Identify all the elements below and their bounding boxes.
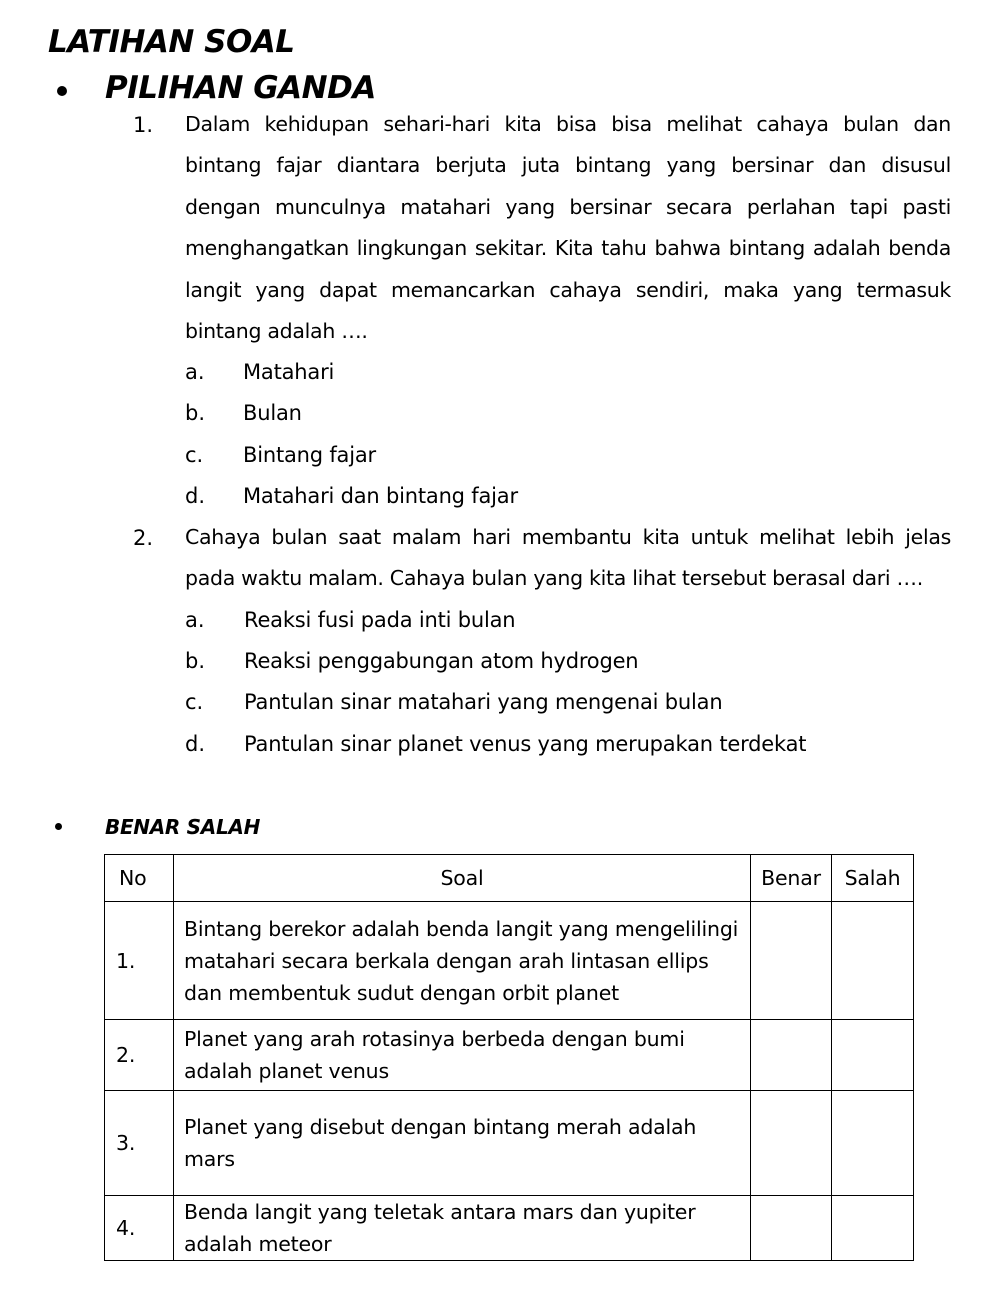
column-header-salah: Salah <box>832 855 914 902</box>
column-header-no: No <box>105 855 174 902</box>
question-text: Cahaya bulan saat malam hari membantu kita untuk melihat lebih jelas pada waktu malam. Cahaya bulan yang kita lihat tersebut berasal dari …. <box>185 525 951 591</box>
option-text: Matahari <box>243 360 335 384</box>
benar-answer-cell[interactable] <box>751 1196 832 1261</box>
option-text: Bintang fajar <box>243 443 376 467</box>
option-letter: b. <box>185 649 206 673</box>
row-number: 2. <box>105 1020 174 1091</box>
option-letter: b. <box>185 401 206 425</box>
question-text: Dalam kehidupan sehari-hari kita bisa bisa melihat cahaya bulan dan bintang fajar diantara berjuta juta bintang yang bersinar dan disusul dengan munculnya matahari yang bersinar secara perlahan tapi pasti menghangatkan lingkungan sekitar. Kita tahu bahwa bintang adalah benda langit yang dapat memancarkan cahaya sendiri, maka yang termasuk bintang adalah …. <box>185 112 951 344</box>
table-header-row <box>105 855 914 902</box>
benar-salah-table <box>104 854 914 1261</box>
section-heading-pilihan-ganda: PILIHAN GANDA <box>105 70 376 106</box>
salah-answer-cell[interactable] <box>832 902 914 1020</box>
option-text: Bulan <box>243 401 302 425</box>
option-letter: c. <box>185 690 204 714</box>
row-statement: Planet yang disebut dengan bintang merah adalah mars <box>174 1091 751 1196</box>
option-letter: d. <box>185 732 206 756</box>
option-text: Pantulan sinar matahari yang mengenai bulan <box>244 690 723 714</box>
page-title: LATIHAN SOAL <box>48 24 295 60</box>
option-text: Reaksi penggabungan atom hydrogen <box>244 649 639 673</box>
bullet-icon <box>55 823 62 830</box>
salah-answer-cell[interactable] <box>832 1091 914 1196</box>
table-row <box>105 1020 914 1091</box>
question-number: 2. <box>133 526 154 550</box>
benar-answer-cell[interactable] <box>751 1091 832 1196</box>
table-row <box>105 1091 914 1196</box>
column-header-soal: Soal <box>174 855 751 902</box>
column-header-benar: Benar <box>751 855 832 902</box>
option-letter: c. <box>185 443 204 467</box>
option-text: Reaksi fusi pada inti bulan <box>244 608 516 632</box>
row-statement: Benda langit yang teletak antara mars dan yupiter adalah meteor <box>174 1196 751 1261</box>
table-row <box>105 1196 914 1261</box>
section-heading-benar-salah: BENAR SALAH <box>105 815 261 839</box>
question-number: 1. <box>133 113 154 137</box>
salah-answer-cell[interactable] <box>832 1196 914 1261</box>
benar-answer-cell[interactable] <box>751 1020 832 1091</box>
option-text: Pantulan sinar planet venus yang merupakan terdekat <box>244 732 807 756</box>
option-text: Matahari dan bintang fajar <box>243 484 518 508</box>
bullet-icon <box>57 86 67 96</box>
salah-answer-cell[interactable] <box>832 1020 914 1091</box>
option-letter: a. <box>185 360 205 384</box>
benar-answer-cell[interactable] <box>751 902 832 1020</box>
row-statement: Bintang berekor adalah benda langit yang mengelilingi matahari secara berkala dengan arah lintasan ellips dan membentuk sudut dengan orbit planet <box>174 902 751 1020</box>
option-letter: d. <box>185 484 206 508</box>
row-number: 4. <box>105 1196 174 1261</box>
option-letter: a. <box>185 608 205 632</box>
table-row <box>105 902 914 1020</box>
row-statement: Planet yang arah rotasinya berbeda dengan bumi adalah planet venus <box>174 1020 751 1091</box>
row-number: 1. <box>105 902 174 1020</box>
row-number: 3. <box>105 1091 174 1196</box>
